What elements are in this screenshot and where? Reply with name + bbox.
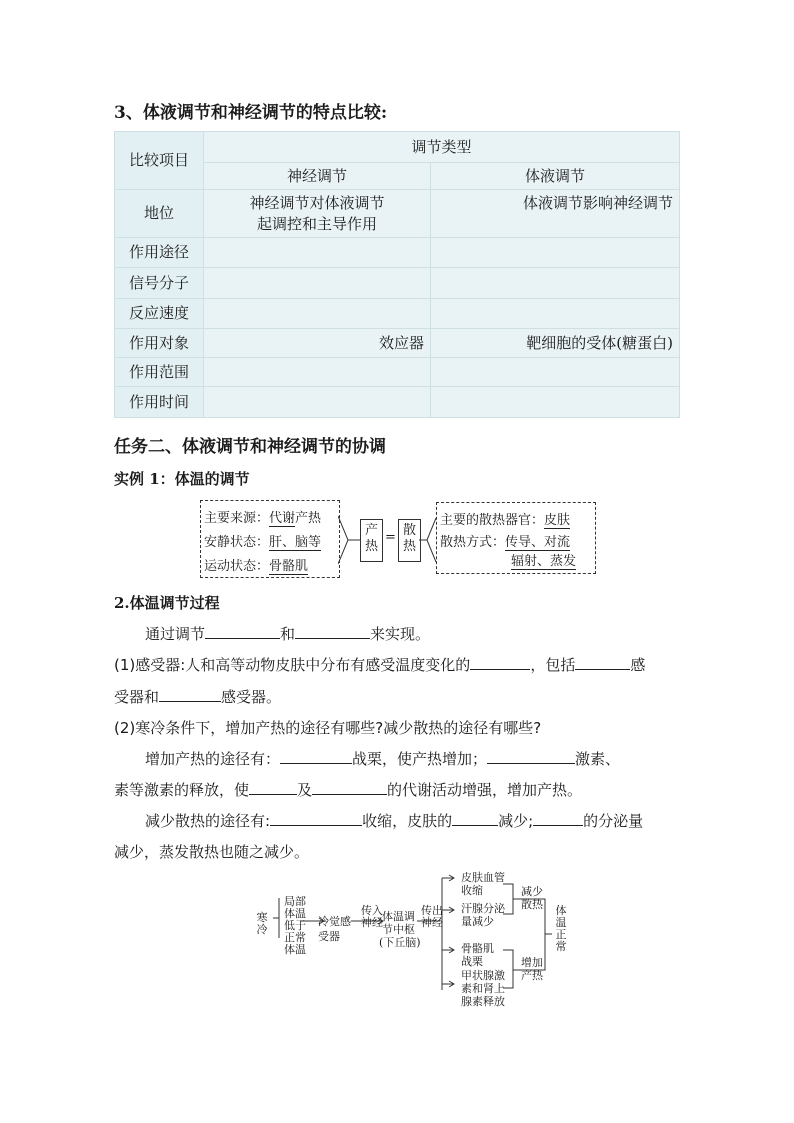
cell-neural xyxy=(204,387,431,418)
paragraph-5-line1: 减少散热的途径有: 收缩，皮肤的 减少; 的分泌量 xyxy=(145,812,644,830)
header-compare-item: 比较项目 xyxy=(115,132,204,190)
section-heading-comparison: 3、体液调节和神经调节的特点比较: xyxy=(114,103,388,123)
cell-neural xyxy=(204,299,431,329)
comparison-table xyxy=(114,131,680,418)
flow-afferent-nerve: 传入神经 xyxy=(361,904,383,929)
table-row xyxy=(115,387,680,418)
header-adjust-type: 调节类型 xyxy=(204,132,680,163)
cell-humoral xyxy=(431,358,680,387)
blank[interactable] xyxy=(249,780,297,795)
flow-efferent-nerve: 传出神经 xyxy=(421,904,443,929)
blank[interactable] xyxy=(575,655,630,670)
flow-center-line2: 节中枢 xyxy=(382,923,415,936)
row-label: 信号分子 xyxy=(115,268,204,299)
flow-local-temperature: 局部体温低于正常体温 xyxy=(284,895,306,956)
row-label: 反应速度 xyxy=(115,299,204,329)
flow-reduce-heat-line1: 减少 xyxy=(521,885,543,898)
flow-center-line1: 体温调 xyxy=(382,910,415,923)
blank[interactable] xyxy=(295,624,370,639)
flow-outcome-hormone-line2: 素和肾上 xyxy=(461,982,505,995)
cell-neural xyxy=(204,358,431,387)
table-row xyxy=(115,190,680,238)
blank[interactable] xyxy=(470,655,530,670)
flow-increase-heat-line2: 产热 xyxy=(521,969,543,982)
paragraph-4-line2: 素等激素的释放，使 及 的代谢活动增强，增加产热。 xyxy=(114,781,583,799)
heat-dissipation-box xyxy=(436,502,596,574)
paragraph-4-line1: 增加产热的途径有： 战栗，使产热增加； 激素、 xyxy=(145,750,621,768)
row-label: 作用时间 xyxy=(115,387,204,418)
heat-source-box xyxy=(200,500,340,578)
paragraph-2-line1: (1)感受器:人和高等动物皮肤中分布有感受温度变化的 ，包括 感 xyxy=(114,656,646,674)
bracket-connector-left xyxy=(338,510,362,570)
row-label: 作用对象 xyxy=(115,329,204,358)
section2-heading: 2.体温调节过程 xyxy=(114,594,220,612)
blank[interactable] xyxy=(487,749,575,764)
flow-outcome-hormone-line3: 腺素释放 xyxy=(461,995,505,1008)
equals-sign: = xyxy=(385,530,396,545)
cell-humoral xyxy=(431,299,680,329)
table-row xyxy=(115,358,680,387)
table-header-row xyxy=(115,132,680,163)
cell-neural xyxy=(204,268,431,299)
flow-cold-receptor-line1: 冷觉感 xyxy=(318,915,351,928)
cell-neural xyxy=(204,190,431,238)
flow-outcome-vessels-line2: 收缩 xyxy=(461,884,483,897)
row-label: 作用范围 xyxy=(115,358,204,387)
bracket-connector-right xyxy=(419,510,437,570)
blank[interactable] xyxy=(280,749,352,764)
paragraph-1: 通过调节 和 来实现。 xyxy=(145,625,431,643)
blank[interactable] xyxy=(205,624,280,639)
dissipation-line2: 散热方式：传导、对流 xyxy=(440,535,571,550)
cell-neural-line2: 起调控和主导作用 xyxy=(256,214,377,233)
flow-cold: 寒冷 xyxy=(256,911,268,936)
flow-cold-receptor-line2: 受器 xyxy=(318,930,340,943)
blank[interactable] xyxy=(270,811,362,826)
flow-outcome-muscle-line2: 战栗 xyxy=(461,955,483,968)
example1-heading: 实例 1：体温的调节 xyxy=(114,470,250,488)
cell-neural-line1: 神经调节对体液调节 xyxy=(249,193,385,212)
flow-increase-heat-line1: 增加 xyxy=(521,956,543,969)
blank[interactable] xyxy=(159,687,221,702)
heat-source-line2: 安静状态：肝、脑等 xyxy=(204,535,322,550)
table-row xyxy=(115,238,680,268)
task2-heading: 任务二、体液调节和神经调节的协调 xyxy=(114,437,386,457)
flow-outcome-hormone-line1: 甲状腺激 xyxy=(461,969,505,982)
cell-neural: 效应器 xyxy=(204,329,431,358)
flow-outcome-muscle-line1: 骨骼肌 xyxy=(461,942,494,955)
row-label: 地位 xyxy=(115,190,204,238)
header-neural: 神经调节 xyxy=(204,163,431,190)
dissipation-line3: 辐射、蒸发 xyxy=(511,554,577,569)
flow-outcome-vessels-line1: 皮肤血管 xyxy=(461,871,505,884)
dissipate-heat-box: 散热 xyxy=(398,519,421,562)
flow-outcome-sweat-line1: 汗腺分泌 xyxy=(461,902,505,915)
blank[interactable] xyxy=(312,780,387,795)
table-row xyxy=(115,299,680,329)
flow-normal-temperature: 体温正常 xyxy=(555,904,567,953)
heat-source-line3: 运动状态：骨骼肌 xyxy=(204,559,309,574)
cell-humoral: 靶细胞的受体(糖蛋白) xyxy=(431,329,680,358)
blank[interactable] xyxy=(452,811,498,826)
paragraph-5-line2: 减少，蒸发散热也随之减少。 xyxy=(114,843,310,861)
flow-center-line3: (下丘脑) xyxy=(379,936,421,949)
cell-humoral xyxy=(431,387,680,418)
heat-source-line1: 主要来源：代谢产热 xyxy=(204,511,322,526)
table-row xyxy=(115,268,680,299)
paragraph-2-line2: 受器和 感受器。 xyxy=(114,688,282,706)
paragraph-3: (2)寒冷条件下，增加产热的途径有哪些?减少散热的途径有哪些? xyxy=(114,719,542,737)
cell-humoral xyxy=(431,238,680,268)
cell-humoral: 体液调节影响神经调节 xyxy=(431,190,680,238)
cell-humoral xyxy=(431,268,680,299)
header-humoral: 体液调节 xyxy=(431,163,680,190)
cell-neural xyxy=(204,238,431,268)
produce-heat-box: 产热 xyxy=(360,519,383,562)
dissipation-line1: 主要的散热器官：皮肤 xyxy=(440,513,571,528)
table-row xyxy=(115,329,680,358)
flow-outcome-sweat-line2: 量减少 xyxy=(461,915,494,928)
row-label: 作用途径 xyxy=(115,238,204,268)
flow-reduce-heat-line2: 散热 xyxy=(521,898,543,911)
blank[interactable] xyxy=(533,811,583,826)
